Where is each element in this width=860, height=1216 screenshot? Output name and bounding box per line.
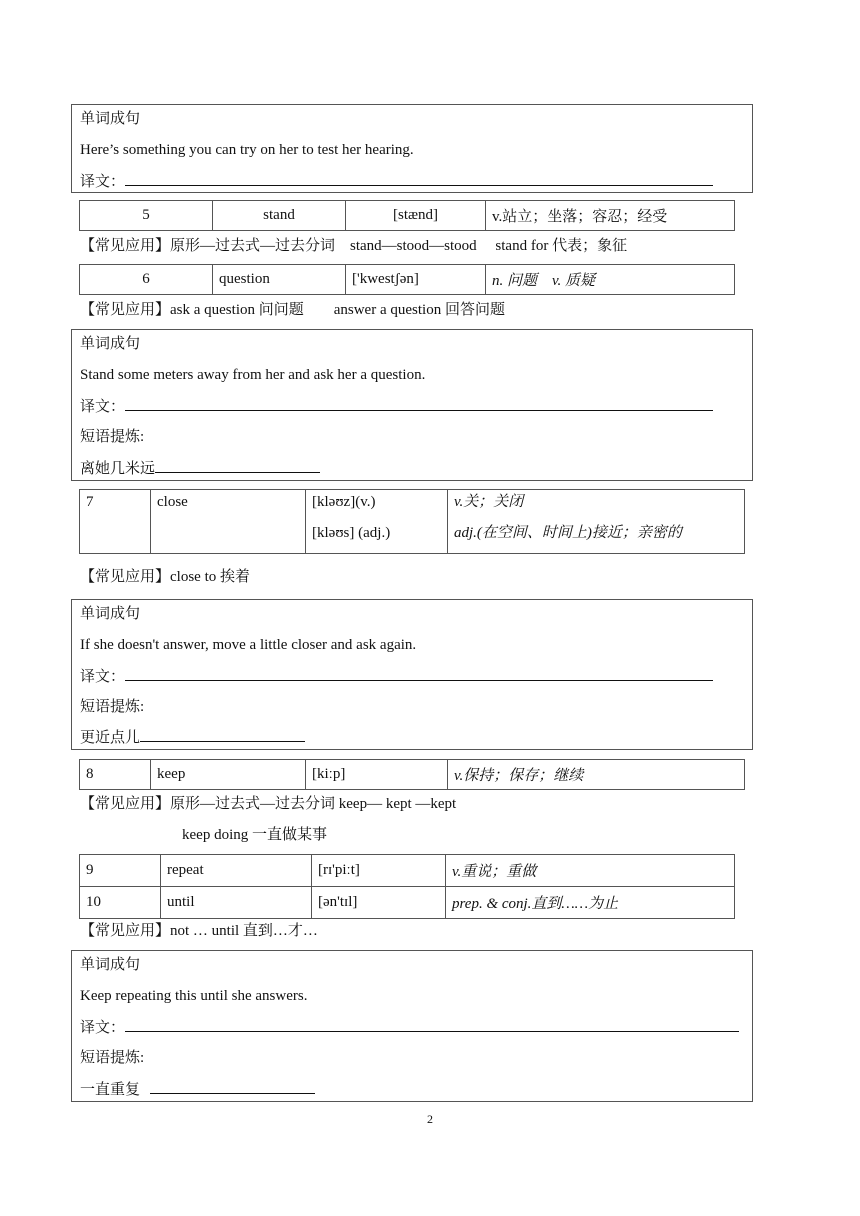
vocab-table-9-10 — [79, 854, 735, 919]
usage-note-10: 【常见应用】not … until 直到…才… — [80, 923, 318, 939]
usage-note-7: 【常见应用】close to 挨着 — [80, 569, 250, 585]
translation-label: 译文： — [80, 174, 126, 190]
meaning: prep. & conj.直到……为止 — [446, 887, 735, 919]
word-number: 9 — [80, 855, 161, 887]
translation-label: 译文： — [80, 669, 126, 685]
phrase-answer-blank[interactable] — [140, 727, 305, 742]
phonetic-adj: [kləʊs] (adj.) — [312, 525, 391, 541]
meaning: v.站立；坐落；容忍；经受 — [486, 201, 735, 231]
exercise-title: 单词成句 — [80, 336, 141, 352]
phrase-label: 短语提炼: — [80, 429, 145, 445]
usage-note-6: 【常见应用】ask a question 问问题 answer a question 回答问题 — [80, 302, 505, 318]
translation-label: 译文： — [80, 399, 126, 415]
vocab-table-5 — [79, 200, 735, 231]
table-row — [80, 265, 735, 295]
meaning: v.重说；重做 — [446, 855, 735, 887]
phrase-answer-blank[interactable] — [155, 458, 320, 473]
phrase-label: 短语提炼: — [80, 1050, 145, 1066]
sentence-exercise-box-3 — [71, 599, 753, 750]
translation-label: 译文： — [80, 1020, 126, 1036]
translation-answer-blank[interactable] — [125, 666, 713, 681]
exercise-sentence: Keep repeating this until she answers. — [80, 988, 308, 1004]
phrase-prompt: 离她几米远 — [80, 461, 156, 477]
translation-answer-blank[interactable] — [125, 396, 713, 411]
translation-answer-blank[interactable] — [125, 1017, 739, 1032]
vocab-table-7 — [79, 489, 745, 554]
table-row — [80, 201, 735, 231]
vocab-table-6 — [79, 264, 735, 295]
translation-answer-blank[interactable] — [125, 171, 713, 186]
word-number: 10 — [80, 887, 161, 919]
meaning: v.保持；保存；继续 — [448, 760, 745, 790]
vocab-table-8 — [79, 759, 745, 790]
table-row — [80, 887, 735, 919]
phonetic: ['kwestʃən] — [346, 265, 486, 295]
exercise-title: 单词成句 — [80, 111, 141, 127]
exercise-title: 单词成句 — [80, 606, 141, 622]
usage-note-8: 【常见应用】原形—过去式—过去分词 keep— kept —kept — [80, 796, 457, 812]
sentence-exercise-box-4 — [71, 950, 753, 1102]
word: until — [161, 887, 312, 919]
sentence-exercise-box-2 — [71, 329, 753, 481]
phrase-label: 短语提炼: — [80, 699, 145, 715]
phrase-prompt: 一直重复 — [80, 1082, 141, 1098]
word-number: 5 — [80, 201, 213, 231]
phonetic-verb: [kləʊz](v.) — [312, 494, 376, 510]
word-number: 8 — [80, 760, 151, 790]
phonetic: [kiːp] — [306, 760, 448, 790]
word: stand — [213, 201, 346, 231]
meaning: n. 问题 v. 质疑 — [486, 265, 735, 295]
word: repeat — [161, 855, 312, 887]
word-number: 7 — [80, 490, 151, 554]
sentence-exercise-box-1 — [71, 104, 753, 193]
word-number: 6 — [80, 265, 213, 295]
table-row — [80, 490, 745, 554]
usage-note-5: 【常见应用】原形—过去式—过去分词 stand—stood—stood stand for 代表；象征 — [80, 238, 628, 254]
exercise-sentence: Here’s something you can try on her to test her hearing. — [80, 142, 414, 158]
word: question — [213, 265, 346, 295]
phrase-prompt: 更近点儿 — [80, 730, 141, 746]
meaning-verb: v.关；关闭 — [454, 494, 524, 510]
word: keep — [151, 760, 306, 790]
phonetic: [rɪ'piːt] — [312, 855, 446, 887]
usage-note-8-phrase: keep doing 一直做某事 — [182, 827, 327, 843]
exercise-title: 单词成句 — [80, 957, 141, 973]
page-number: 2 — [427, 1112, 433, 1126]
meaning-adj: adj.(在空间、时间上)接近；亲密的 — [454, 525, 682, 541]
table-row — [80, 855, 735, 887]
table-row — [80, 760, 745, 790]
phonetic: [ən'tɪl] — [312, 887, 446, 919]
exercise-sentence: Stand some meters away from her and ask her a question. — [80, 367, 426, 383]
phrase-answer-blank[interactable] — [150, 1079, 315, 1094]
phonetic: [stænd] — [346, 201, 486, 231]
exercise-sentence: If she doesn't answer, move a little closer and ask again. — [80, 637, 417, 653]
word: close — [151, 490, 306, 554]
